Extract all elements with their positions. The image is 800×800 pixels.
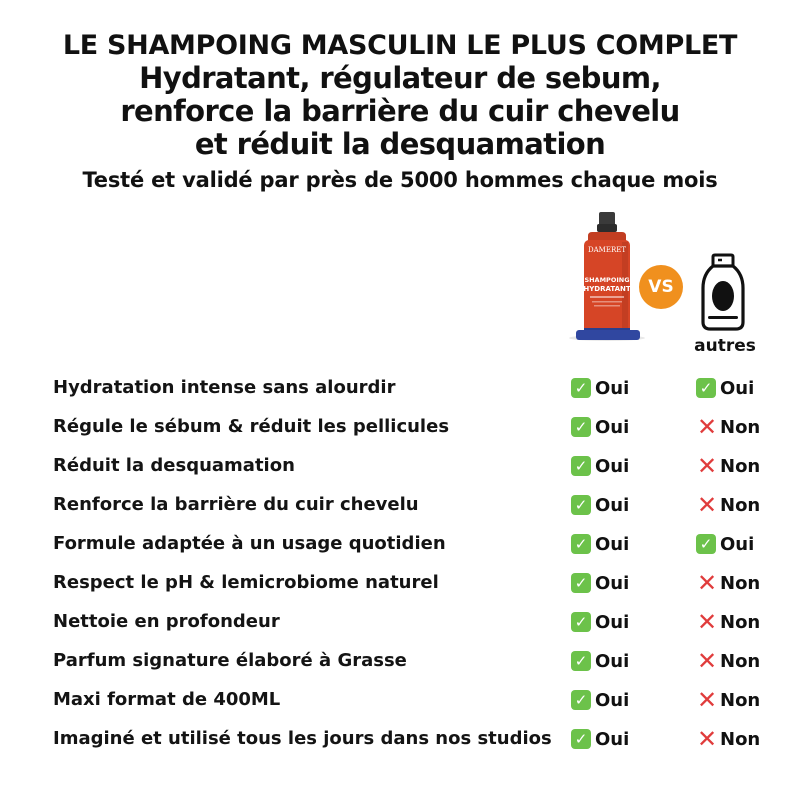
check-icon: ✓ — [571, 495, 591, 515]
value-text: Oui — [595, 572, 630, 594]
table-row — [0, 410, 800, 444]
table-row — [0, 722, 800, 756]
table-row — [0, 371, 800, 405]
check-icon: ✓ — [571, 573, 591, 593]
cross-icon: ✕ — [696, 725, 718, 753]
our-product-value — [571, 729, 629, 749]
others-value — [696, 413, 761, 441]
check-icon: ✓ — [571, 729, 591, 749]
value-text: Non — [720, 455, 761, 477]
others-value — [696, 452, 761, 480]
others-value — [696, 647, 761, 675]
cross-icon: ✕ — [696, 647, 718, 675]
feature-label: Formule adaptée à un usage quotidien — [53, 533, 446, 554]
product-bottle-image — [566, 212, 648, 342]
check-icon: ✓ — [571, 378, 591, 398]
check-icon: ✓ — [571, 417, 591, 437]
value-text: Oui — [720, 533, 755, 555]
cross-icon: ✕ — [696, 413, 718, 441]
value-text: Non — [720, 572, 761, 594]
our-product-value — [571, 690, 629, 710]
our-product-value — [571, 573, 629, 593]
value-text: Non — [720, 611, 761, 633]
subtitle-line-1: Hydratant, régulateur de sebum, — [139, 61, 661, 95]
feature-label: Parfum signature élaboré à Grasse — [53, 650, 407, 671]
others-label: autres — [694, 336, 756, 356]
subtitle-line-3: et réduit la desquamation — [194, 127, 606, 161]
cross-icon: ✕ — [696, 686, 718, 714]
feature-label: Maxi format de 400ML — [53, 689, 281, 710]
feature-label: Nettoie en profondeur — [53, 611, 280, 632]
feature-label: Renforce la barrière du cuir chevelu — [53, 494, 419, 515]
our-product-value — [571, 651, 629, 671]
value-text: Non — [720, 689, 761, 711]
value-text: Oui — [595, 728, 630, 750]
table-row — [0, 488, 800, 522]
others-value — [696, 378, 754, 398]
vs-badge: VS — [639, 265, 683, 309]
others-value — [696, 686, 761, 714]
feature-label: Imaginé et utilisé tous les jours dans nos studios — [53, 728, 552, 749]
table-row — [0, 566, 800, 600]
header — [0, 30, 800, 195]
others-value — [696, 725, 761, 753]
value-text: Non — [720, 494, 761, 516]
our-product-value — [571, 456, 629, 476]
our-product-value — [571, 534, 629, 554]
bottle-name-1: SHAMPOING — [584, 276, 630, 284]
others-value — [696, 608, 761, 636]
cross-icon: ✕ — [696, 491, 718, 519]
subtitle-line-2: renforce la barrière du cuir chevelu — [120, 94, 680, 128]
value-text: Oui — [595, 494, 630, 516]
tagline: Testé et validé par près de 5000 hommes chaque mois — [82, 168, 718, 192]
value-text: Oui — [595, 533, 630, 555]
main-title: LE SHAMPOING MASCULIN LE PLUS COMPLET — [62, 30, 738, 61]
table-row — [0, 527, 800, 561]
value-text: Non — [720, 728, 761, 750]
check-icon: ✓ — [696, 378, 716, 398]
check-icon: ✓ — [571, 534, 591, 554]
value-text: Non — [720, 416, 761, 438]
others-value — [696, 491, 761, 519]
feature-label: Hydratation intense sans alourdir — [53, 377, 396, 398]
others-value — [696, 534, 754, 554]
value-text: Oui — [595, 611, 630, 633]
cross-icon: ✕ — [696, 608, 718, 636]
generic-bottle-icon — [700, 252, 746, 332]
feature-label: Respect le pH & lemicrobiome naturel — [53, 572, 439, 593]
value-text: Oui — [595, 455, 630, 477]
bottle-name-2: HYDRATANT — [583, 285, 631, 293]
cross-icon: ✕ — [696, 569, 718, 597]
check-icon: ✓ — [571, 651, 591, 671]
cross-icon: ✕ — [696, 452, 718, 480]
check-icon: ✓ — [696, 534, 716, 554]
table-row — [0, 683, 800, 717]
value-text: Oui — [595, 377, 630, 399]
check-icon: ✓ — [571, 456, 591, 476]
check-icon: ✓ — [571, 612, 591, 632]
table-row — [0, 449, 800, 483]
table-row — [0, 644, 800, 678]
check-icon: ✓ — [571, 690, 591, 710]
bottle-brand: DAMERET — [588, 246, 626, 254]
value-text: Oui — [595, 689, 630, 711]
feature-label: Régule le sébum & réduit les pellicules — [53, 416, 450, 437]
feature-label: Réduit la desquamation — [53, 455, 295, 476]
value-text: Oui — [720, 377, 755, 399]
our-product-value — [571, 417, 629, 437]
value-text: Non — [720, 650, 761, 672]
our-product-value — [571, 495, 629, 515]
value-text: Oui — [595, 416, 630, 438]
our-product-value — [571, 378, 629, 398]
value-text: Oui — [595, 650, 630, 672]
table-row — [0, 605, 800, 639]
our-product-value — [571, 612, 629, 632]
others-value — [696, 569, 761, 597]
